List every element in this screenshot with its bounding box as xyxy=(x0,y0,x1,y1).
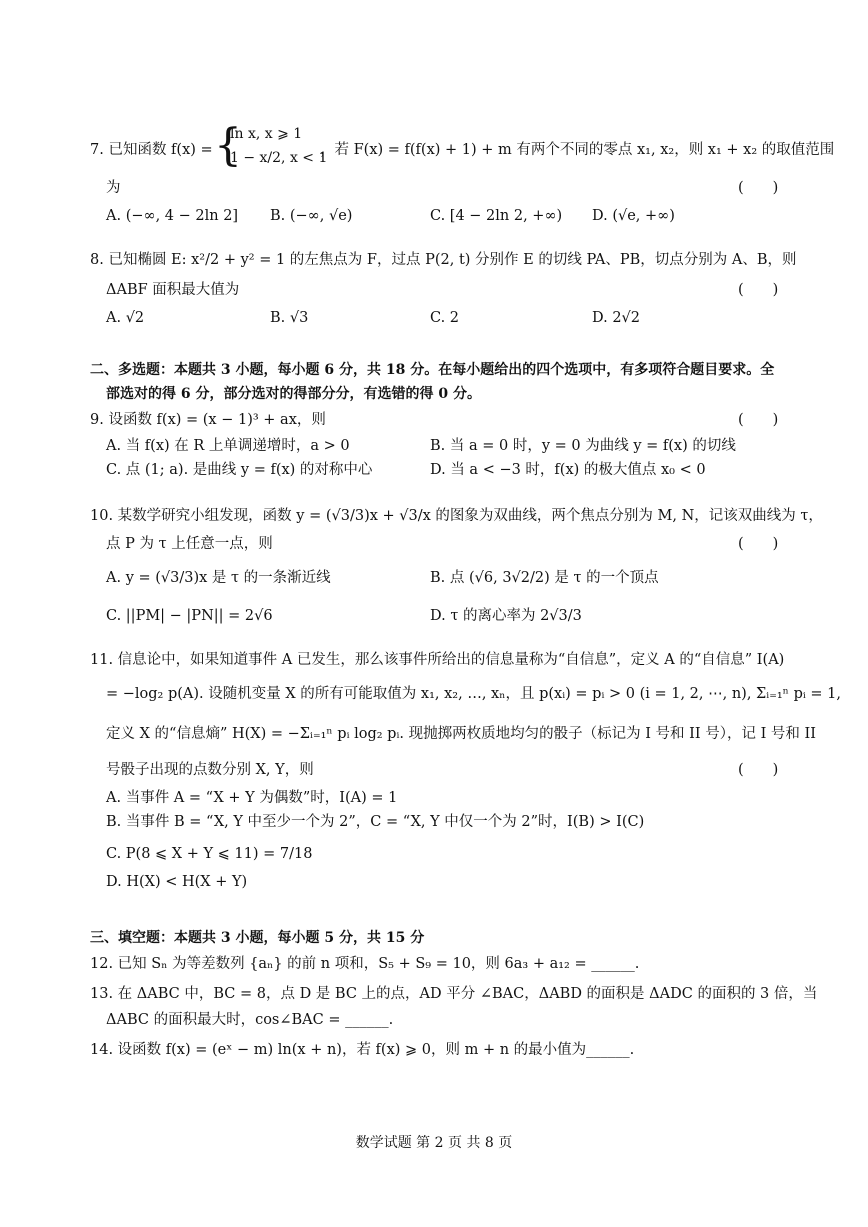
q11-line4: 号骰子出现的点数分别 X, Y，则 xyxy=(106,762,314,778)
q9-option-c: C. 点 (1; a). 是曲线 y = f(x) 的对称中心 xyxy=(106,462,373,478)
q8-option-d: D. 2√2 xyxy=(592,310,641,326)
q7-option-b: B. (−∞, √e) xyxy=(270,208,353,224)
q10-option-b: B. 点 (√6, 3√2/2) 是 τ 的一个顶点 xyxy=(430,570,659,586)
q11-line2: = −log₂ p(A). 设随机变量 X 的所有可能取值为 x₁, x₂, …, xₙ，且 p(xᵢ) = pᵢ > 0 (i = 1, 2, ⋯, n), Σᵢ₌₁ⁿ pᵢ = 1, xyxy=(106,686,841,702)
q7-tail: ，若 F(x) = f(f(x) + 1) + m 有两个不同的零点 x₁, x₂，则 x₁ + x₂ 的取值范围 xyxy=(320,142,835,158)
q10-line1: 10. 某数学研究小组发现，函数 y = (√3/3)x + √3/x 的图象为双曲线，两个焦点分别为 M, N，记该双曲线为 τ， xyxy=(90,508,823,524)
q8-option-a: A. √2 xyxy=(106,310,145,326)
q13-line1: 13. 在 ΔABC 中，BC = 8，点 D 是 BC 上的点，AD 平分 ∠BAC，ΔABD 的面积是 ΔADC 的面积的 3 倍，当 xyxy=(90,986,818,1002)
q11-line1: 11. 信息论中，如果知道事件 A 已发生，那么该事件所给出的信息量称为“自信息”，定义 A 的“自信息” I(A) xyxy=(90,652,785,668)
q7-paren: ( ) xyxy=(738,180,779,196)
section-2-heading-line2: 部选对的得 6 分，部分选对的得部分分，有选错的得 0 分。 xyxy=(106,386,481,402)
page-footer: 数学试题 第 2 页 共 8 页 xyxy=(355,1135,513,1151)
q9-paren: ( ) xyxy=(738,412,779,428)
q7-case1: ln x, x ⩾ 1 xyxy=(230,126,303,142)
q8-option-c: C. 2 xyxy=(430,310,460,326)
q7-case2: 1 − x/2, x < 1 xyxy=(230,150,328,166)
q12-line1: 12. 已知 Sₙ 为等差数列 {aₙ} 的前 n 项和，S₅ + S₉ = 10，则 6a₃ + a₁₂ = ______. xyxy=(90,956,640,972)
q8-line1: 8. 已知椭圆 E: x²/2 + y² = 1 的左焦点为 F，过点 P(2, t) 分别作 E 的切线 PA、PB，切点分别为 A、B，则 xyxy=(90,252,797,268)
q10-line2: 点 P 为 τ 上任意一点，则 xyxy=(106,536,273,552)
q11-line3: 定义 X 的“信息熵” H(X) = −Σᵢ₌₁ⁿ pᵢ log₂ pᵢ. 现抛掷两枚质地均匀的骰子（标记为 I 号和 II 号），记 I 号和 II xyxy=(106,726,816,742)
q7-head: 7. 已知函数 f(x) = xyxy=(90,142,213,158)
q14-line1: 14. 设函数 f(x) = (eˣ − m) ln(x + n)，若 f(x) ⩾ 0，则 m + n 的最小值为______. xyxy=(90,1042,635,1058)
q7-line2: 为 xyxy=(106,180,121,196)
q10-paren: ( ) xyxy=(738,536,779,552)
q13-line2: ΔABC 的面积最大时，cos∠BAC = ______. xyxy=(106,1012,394,1028)
q11-option-a: A. 当事件 A = “X + Y 为偶数”时，I(A) = 1 xyxy=(106,790,398,806)
q11-paren: ( ) xyxy=(738,762,779,778)
q7-option-a: A. (−∞, 4 − 2ln 2] xyxy=(106,208,239,224)
q9-option-b: B. 当 a = 0 时，y = 0 为曲线 y = f(x) 的切线 xyxy=(430,438,736,454)
q10-option-c: C. ||PM| − |PN|| = 2√6 xyxy=(106,608,273,624)
q10-option-a: A. y = (√3/3)x 是 τ 的一条渐近线 xyxy=(106,570,331,586)
q9-line1: 9. 设函数 f(x) = (x − 1)³ + ax，则 xyxy=(90,412,326,428)
q7-option-d: D. (√e, +∞) xyxy=(592,208,675,224)
q11-option-c: C. P(8 ⩽ X + Y ⩽ 11) = 7/18 xyxy=(106,846,313,862)
q9-option-d: D. 当 a < −3 时，f(x) 的极大值点 x₀ < 0 xyxy=(430,462,706,478)
section-3-heading: 三、填空题：本题共 3 小题，每小题 5 分，共 15 分 xyxy=(90,930,425,946)
q10-option-d: D. τ 的离心率为 2√3/3 xyxy=(430,608,582,624)
q8-option-b: B. √3 xyxy=(270,310,309,326)
section-2-heading: 二、多选题：本题共 3 小题，每小题 6 分，共 18 分。在每小题给出的四个选项中，有多项符合题目要求。全 xyxy=(90,362,775,378)
q8-paren: ( ) xyxy=(738,282,779,298)
q7-option-c: C. [4 − 2ln 2, +∞) xyxy=(430,208,563,224)
q7-brace: { xyxy=(214,120,242,171)
q9-option-a: A. 当 f(x) 在 R 上单调递增时，a > 0 xyxy=(106,438,350,454)
q11-option-b: B. 当事件 B = “X, Y 中至少一个为 2”，C = “X, Y 中仅一个为 2”时，I(B) > I(C) xyxy=(106,814,645,830)
q8-line2: ΔABF 面积最大值为 xyxy=(106,282,240,298)
q11-option-d: D. H(X) < H(X + Y) xyxy=(106,874,248,890)
